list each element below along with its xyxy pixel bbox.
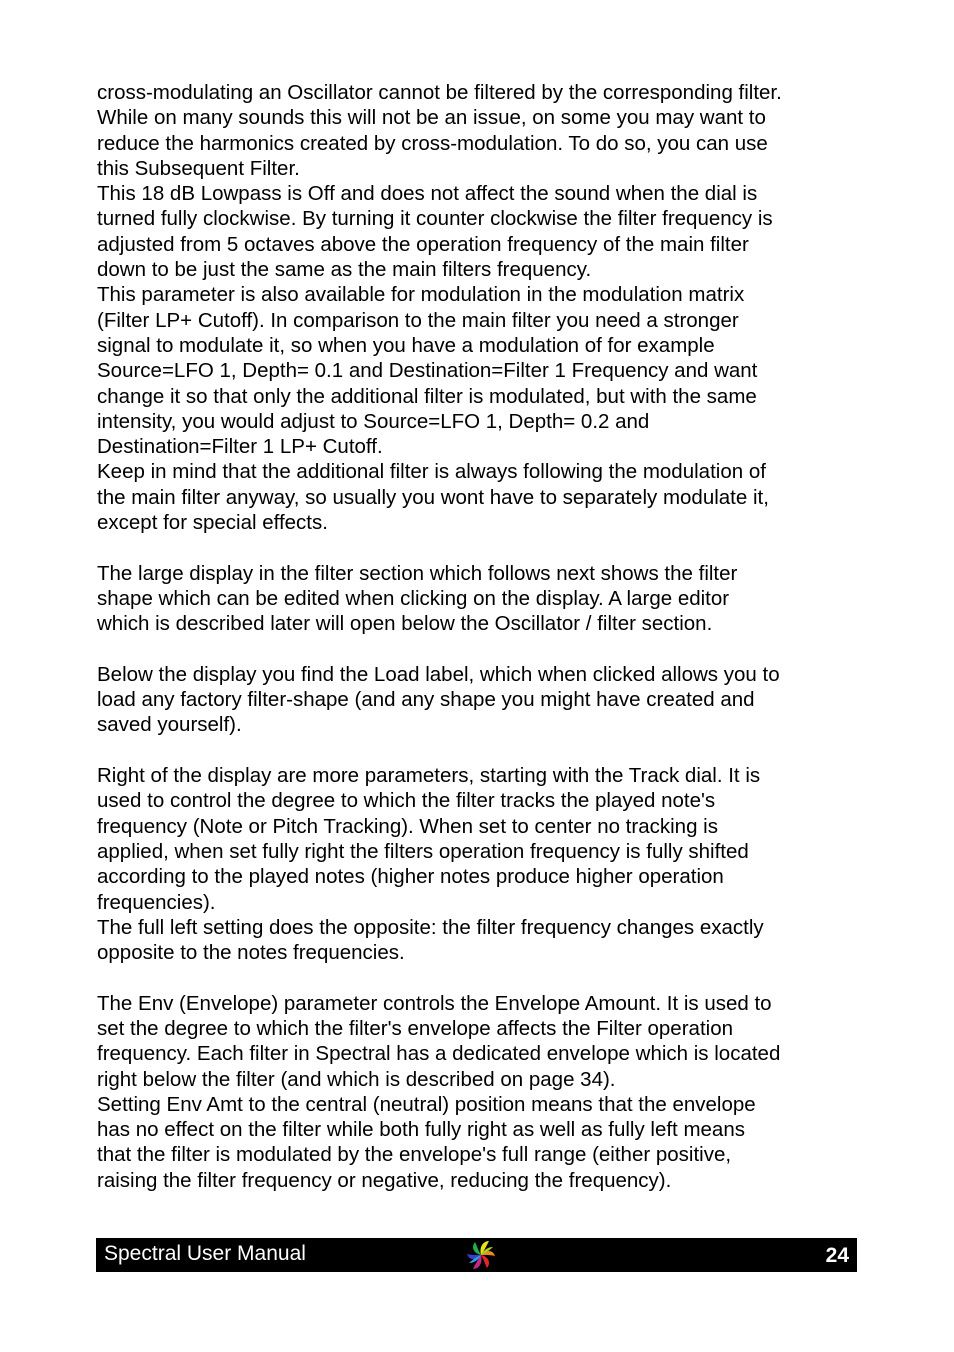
text-line: shape which can be edited when clicking on the display. A large editor (97, 586, 730, 610)
text-line: raising the filter frequency or negative, reducing the frequency). (97, 1168, 672, 1192)
spectral-swirl-logo-icon (464, 1238, 498, 1272)
manual-body-text (97, 80, 867, 1193)
paragraph-gap (97, 965, 867, 990)
page-number: 24 (825, 1244, 849, 1267)
text-line: applied, when set fully right the filters operation frequency is fully shifted (97, 839, 749, 863)
text-line: load any factory filter-shape (and any shape you might have created and (97, 688, 755, 712)
text-line: saved yourself). (97, 713, 242, 737)
text-line: Destination=Filter 1 LP+ Cutoff. (97, 435, 383, 459)
text-line: opposite to the notes frequencies. (97, 941, 405, 965)
text-line: set the degree to which the filter's envelope affects the Filter operation (97, 1016, 733, 1040)
text-line: frequency. Each filter in Spectral has a dedicated envelope which is located (97, 1042, 781, 1066)
text-line: this Subsequent Filter. (97, 156, 300, 180)
text-line: This 18 dB Lowpass is Off and does not affect the sound when the dial is (97, 182, 758, 206)
paragraph-gap (97, 738, 867, 763)
text-line: the main filter anyway, so usually you wont have to separately modulate it, (97, 485, 769, 509)
text-line: Setting Env Amt to the central (neutral) position means that the envelope (97, 1092, 756, 1116)
text-line: The Env (Envelope) parameter controls the Envelope Amount. It is used to (97, 991, 772, 1015)
text-line: Source=LFO 1, Depth= 0.1 and Destination=Filter 1 Frequency and want (97, 359, 758, 383)
text-line: Below the display you find the Load label, which when clicked allows you to (97, 662, 780, 686)
paragraph-gap (97, 535, 867, 560)
text-line: right below the filter (and which is described on page 34). (97, 1067, 616, 1091)
text-line: The full left setting does the opposite: the filter frequency changes exactly (97, 915, 764, 939)
text-line: The large display in the filter section which follows next shows the filter (97, 561, 738, 585)
paragraph-gap (97, 637, 867, 662)
text-line: While on many sounds this will not be an issue, on some you may want to (97, 106, 766, 130)
text-line: according to the played notes (higher notes produce higher operation (97, 865, 724, 889)
text-line: Keep in mind that the additional filter is always following the modulation of (97, 460, 766, 484)
text-line: change it so that only the additional filter is modulated, but with the same (97, 384, 757, 408)
text-line: which is described later will open below the Oscillator / filter section. (97, 612, 713, 636)
text-line: has no effect on the filter while both fully right as well as fully left means (97, 1118, 745, 1142)
text-line: reduce the harmonics created by cross-modulation. To do so, you can use (97, 131, 768, 155)
text-line: (Filter LP+ Cutoff). In comparison to the main filter you need a stronger (97, 308, 739, 332)
page-footer (96, 1238, 857, 1272)
text-line: Right of the display are more parameters, starting with the Track dial. It is (97, 764, 761, 788)
text-line: signal to modulate it, so when you have a modulation of for example (97, 333, 715, 357)
text-line: turned fully clockwise. By turning it counter clockwise the filter frequency is (97, 207, 773, 231)
text-line: This parameter is also available for modulation in the modulation matrix (97, 283, 745, 307)
footer-title: Spectral User Manual (104, 1242, 306, 1265)
text-line: used to control the degree to which the filter tracks the played note's (97, 789, 716, 813)
text-line: cross-modulating an Oscillator cannot be filtered by the corresponding filter. (97, 81, 782, 104)
text-line: except for special effects. (97, 511, 328, 535)
text-line: down to be just the same as the main filters frequency. (97, 258, 592, 282)
text-line: intensity, you would adjust to Source=LFO 1, Depth= 0.2 and (97, 409, 650, 433)
text-line: frequencies). (97, 890, 216, 914)
text-line: adjusted from 5 octaves above the operation frequency of the main filter (97, 232, 749, 256)
text-line: that the filter is modulated by the envelope's full range (either positive, (97, 1143, 732, 1167)
text-line: frequency (Note or Pitch Tracking). When set to center no tracking is (97, 814, 718, 838)
